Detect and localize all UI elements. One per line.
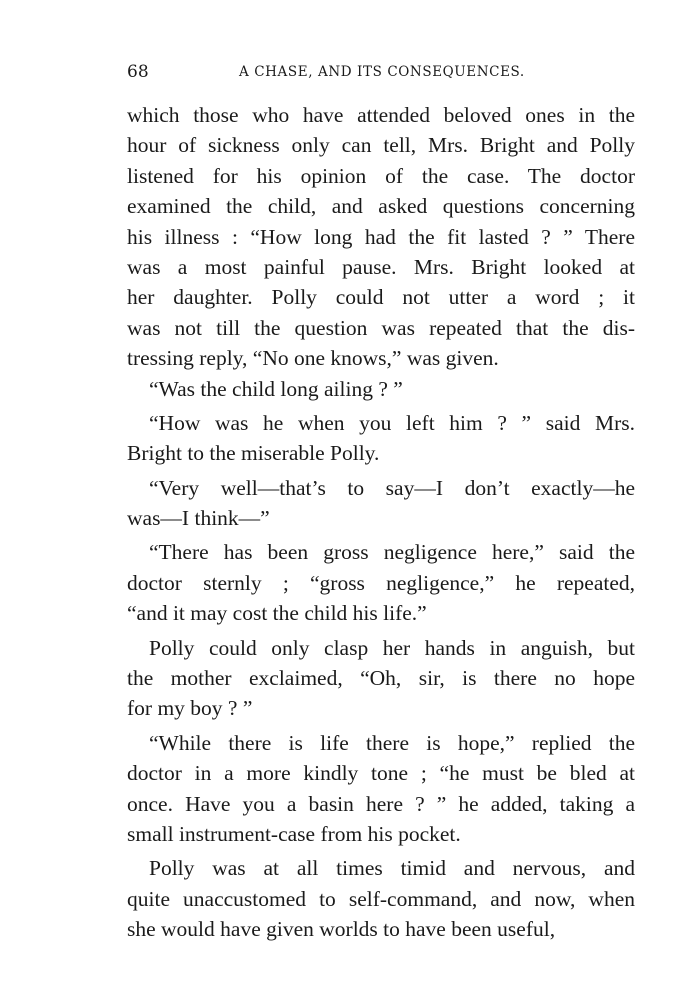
text-line: small instrument-case from his pocket. [127, 821, 461, 846]
text-line: “While there is life there is hope,” replied the [149, 730, 635, 755]
text-line: doctor in a more kindly tone ; “he must be bled at [127, 761, 635, 786]
text-line: his illness : “How long had the fit lasted ? ” There [127, 224, 635, 249]
paragraph [127, 408, 635, 469]
text-line: quite unaccustomed to self-command, and now, when [127, 886, 635, 911]
paragraph [127, 633, 635, 724]
paragraph [127, 473, 635, 534]
text-line: doctor sternly ; “gross negligence,” he repeated, [127, 570, 635, 595]
text-line: once. Have you a basin here ? ” he added, taking a [127, 791, 635, 816]
paragraph [127, 374, 635, 404]
paragraph [127, 853, 635, 944]
text-line: “Very well—that’s to say—I don’t exactly—he [149, 475, 635, 500]
text-line: Bright to the miserable Polly. [127, 441, 380, 466]
page-header [127, 62, 635, 86]
text-line: tressing reply, “No one knows,” was given. [127, 346, 499, 371]
text-line: was not till the question was repeated that the dis- [127, 315, 635, 340]
text-line: “Was the child long ailing ? ” [149, 376, 403, 401]
paragraph-gap [127, 945, 635, 949]
text-line: her daughter. Polly could not utter a word ; it [127, 285, 635, 310]
body-text [127, 100, 635, 949]
paragraph [127, 728, 635, 850]
text-line: examined the child, and asked questions concerning [127, 194, 635, 219]
text-line: was a most painful pause. Mrs. Bright looked at [127, 254, 635, 279]
text-line: “How was he when you left him ? ” said Mrs. [149, 410, 635, 435]
text-line: was—I think—” [127, 506, 270, 531]
page-number: 68 [127, 62, 149, 82]
text-line: listened for his opinion of the case. The doctor [127, 163, 635, 188]
text-line: “and it may cost the child his life.” [127, 601, 427, 626]
text-line: “There has been gross negligence here,” said the [149, 540, 635, 565]
text-line: she would have given worlds to have been useful, [127, 917, 556, 942]
running-head: A CHASE, AND ITS CONSEQUENCES. [239, 64, 525, 80]
paragraph [127, 537, 635, 628]
text-line: the mother exclaimed, “Oh, sir, is there no hope [127, 666, 635, 691]
text-line: hour of sickness only can tell, Mrs. Bright and Polly [127, 133, 635, 158]
paragraph [127, 100, 635, 374]
text-line: which those who have attended beloved ones in the [127, 103, 635, 127]
text-line: for my boy ? ” [127, 696, 253, 721]
text-line: Polly was at all times timid and nervous, and [149, 856, 635, 881]
text-line: Polly could only clasp her hands in anguish, but [149, 635, 635, 660]
